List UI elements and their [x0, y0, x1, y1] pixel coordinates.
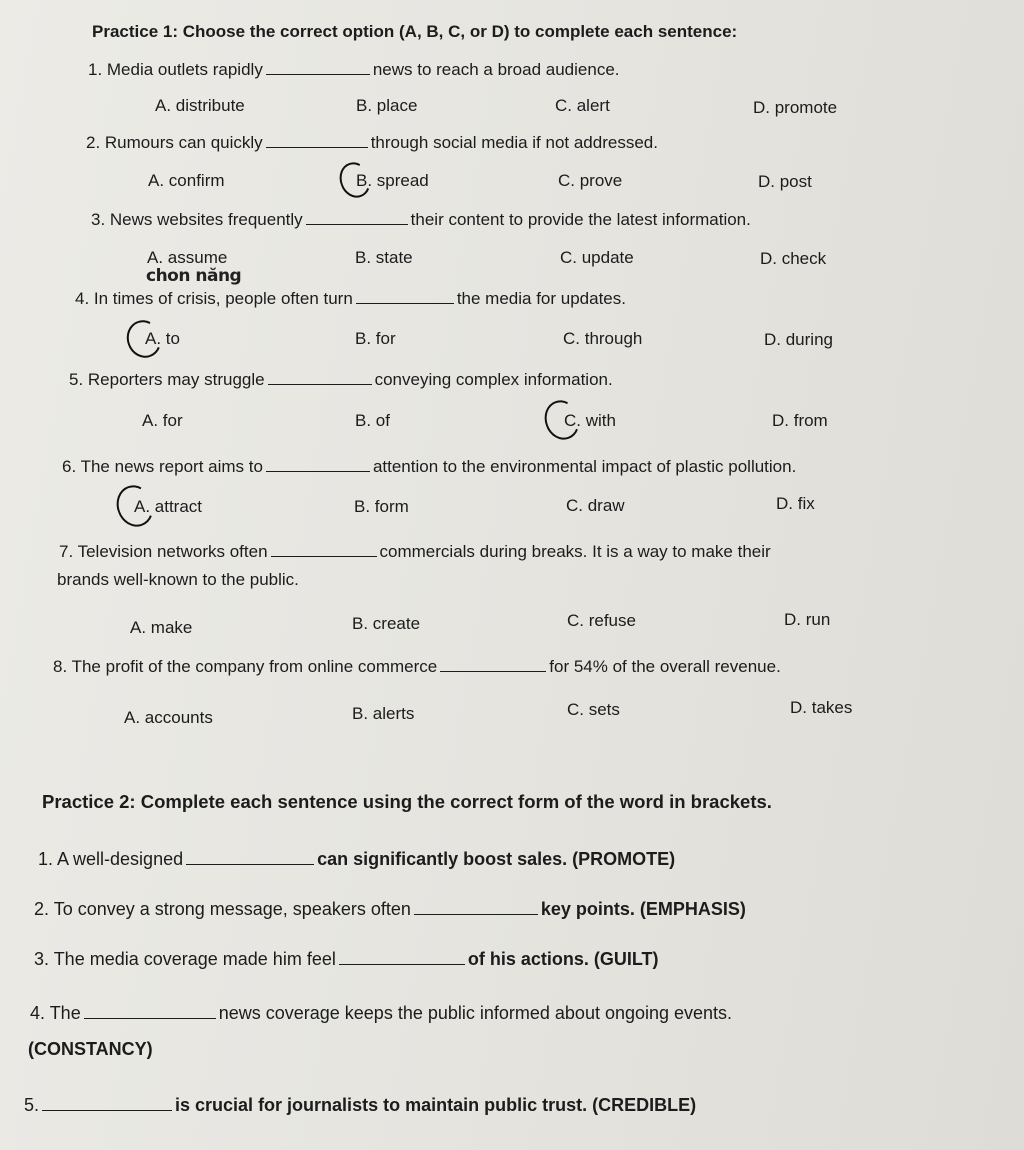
option-c[interactable]: C. sets	[567, 700, 620, 719]
option-a[interactable]: A. attract	[134, 497, 203, 516]
question-8: 8. The profit of the company from online commerce for 54% of the overall revenue.	[53, 657, 781, 676]
option-b[interactable]: B. spread	[356, 171, 429, 190]
option-b[interactable]: B. create	[352, 614, 421, 633]
question-7: 7. Television networks often commercials during breaks. It is a way to make their	[59, 542, 771, 561]
answer-blank[interactable]	[271, 555, 377, 557]
exercise-item-4-continued: (CONSTANCY)	[28, 1039, 153, 1059]
option-c[interactable]: C. update	[560, 248, 634, 267]
answer-blank[interactable]	[440, 670, 546, 672]
exercise-item-3: 3. The media coverage made him feel of his actions. (GUILT)	[34, 949, 659, 969]
option-d[interactable]: D. during	[764, 330, 833, 349]
answer-circle-mark	[539, 395, 585, 444]
option-c[interactable]: C. alert	[555, 96, 610, 115]
exercise-item-2: 2. To convey a strong message, speakers often key points. (EMPHASIS)	[34, 899, 746, 919]
option-c[interactable]: C. through	[563, 329, 643, 348]
answer-circle-mark	[111, 480, 159, 532]
question-3: 3. News websites frequently their content to provide the latest information.	[91, 210, 751, 229]
exercise-item-1: 1. A well-designed can significantly boost sales. (PROMOTE)	[38, 849, 676, 869]
option-a[interactable]: A. confirm	[148, 171, 225, 190]
option-d[interactable]: D. takes	[790, 698, 853, 717]
question-6: 6. The news report aims to attention to the environmental impact of plastic pollution.	[62, 457, 797, 476]
option-a[interactable]: A. for	[142, 411, 183, 430]
answer-blank[interactable]	[266, 73, 370, 75]
question-2: 2. Rumours can quickly through social media if not addressed.	[86, 133, 658, 152]
option-b[interactable]: B. of	[355, 411, 390, 430]
answer-blank[interactable]	[266, 146, 368, 148]
option-d[interactable]: D. post	[758, 172, 812, 191]
option-d[interactable]: D. fix	[776, 494, 815, 513]
question-5: 5. Reporters may struggle conveying complex information.	[69, 370, 613, 389]
answer-blank[interactable]	[339, 963, 465, 965]
option-c[interactable]: C. refuse	[567, 611, 636, 630]
question-1: 1. Media outlets rapidly news to reach a broad audience.	[88, 60, 620, 79]
answer-blank[interactable]	[268, 383, 372, 385]
answer-blank[interactable]	[266, 470, 370, 472]
option-a[interactable]: A. to	[145, 329, 180, 348]
option-b[interactable]: B. for	[355, 329, 396, 348]
answer-circle-mark	[335, 158, 376, 202]
answer-blank[interactable]	[42, 1109, 172, 1111]
option-c[interactable]: C. draw	[566, 496, 625, 515]
option-c[interactable]: C. with	[564, 411, 616, 430]
option-d[interactable]: D. run	[784, 610, 831, 629]
option-b[interactable]: B. state	[355, 248, 413, 267]
option-a[interactable]: A. assume	[147, 248, 228, 267]
answer-blank[interactable]	[356, 302, 454, 304]
option-a[interactable]: A. distribute	[155, 96, 245, 115]
option-a[interactable]: A. make	[130, 618, 193, 637]
option-b[interactable]: B. alerts	[352, 704, 415, 723]
option-a[interactable]: A. accounts	[124, 708, 213, 727]
practice1-title: Practice 1: Choose the correct option (A, B, C, or D) to complete each sentence:	[92, 22, 738, 41]
exercise-item-5: 5. is crucial for journalists to maintain public trust. (CREDIBLE)	[24, 1095, 697, 1115]
option-c[interactable]: C. prove	[558, 171, 623, 190]
option-d[interactable]: D. check	[760, 249, 827, 268]
option-d[interactable]: D. from	[772, 411, 828, 430]
exercise-item-4: 4. The news coverage keeps the public informed about ongoing events.	[30, 1003, 733, 1023]
answer-circle-mark	[122, 315, 167, 362]
practice2-title: Practice 2: Complete each sentence using the correct form of the word in brackets.	[42, 791, 772, 812]
question-7-continued: brands well-known to the public.	[57, 570, 299, 589]
answer-blank[interactable]	[186, 863, 314, 865]
option-b[interactable]: B. place	[356, 96, 418, 115]
option-d[interactable]: D. promote	[753, 98, 838, 117]
answer-blank[interactable]	[306, 223, 408, 225]
answer-blank[interactable]	[414, 913, 538, 915]
option-b[interactable]: B. form	[354, 497, 409, 516]
question-4: 4. In times of crisis, people often turn the media for updates.	[75, 289, 626, 308]
answer-blank[interactable]	[84, 1017, 216, 1019]
handwritten-note: chon năng	[146, 266, 242, 286]
